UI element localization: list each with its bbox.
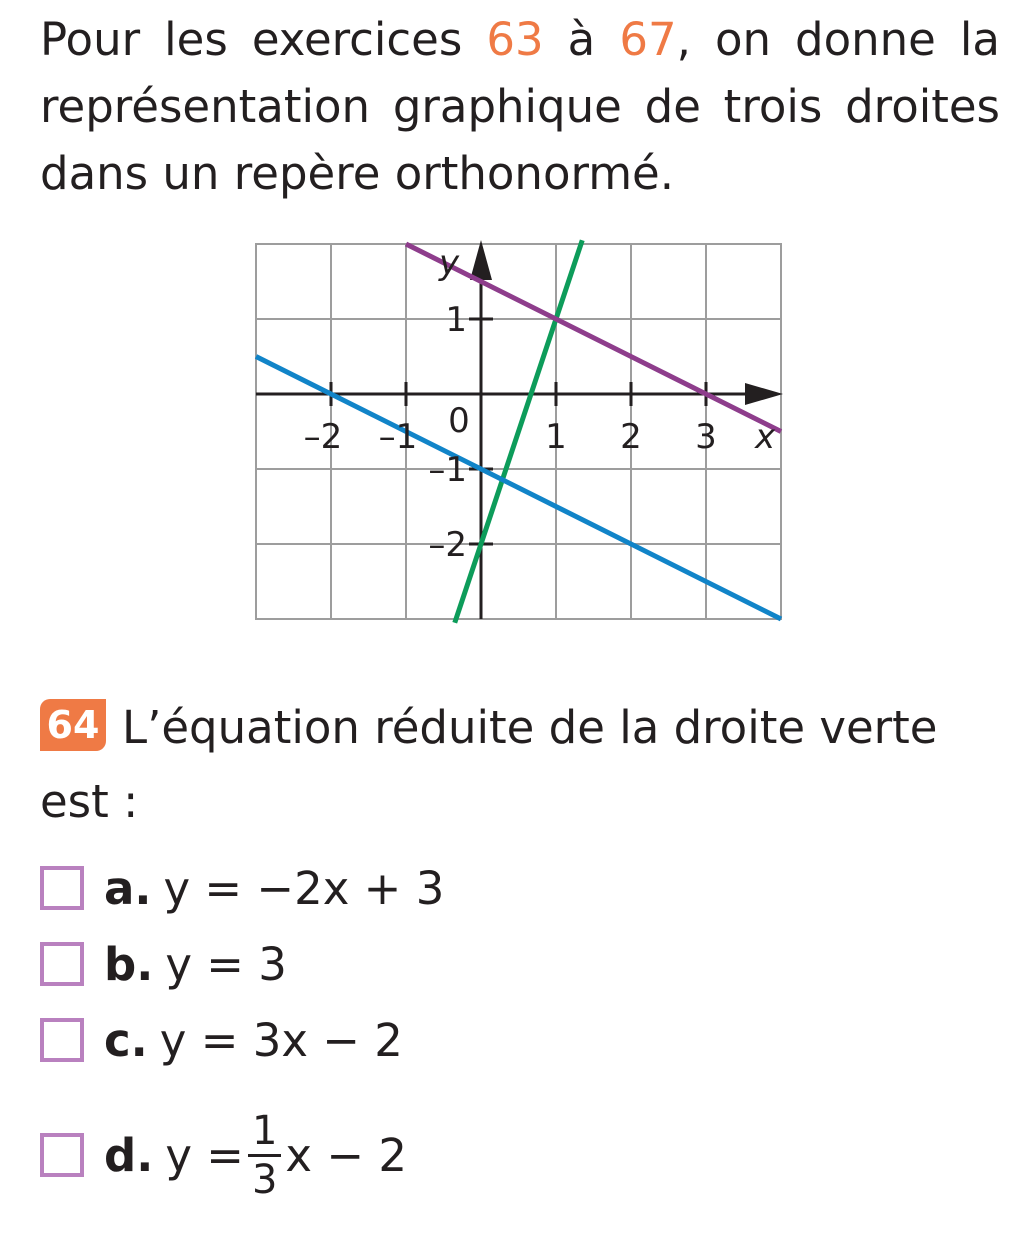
question-line-2: est : — [40, 775, 139, 828]
x-tick-label: –1 — [378, 417, 418, 457]
origin-label: 0 — [448, 401, 470, 441]
question-line-1: L’équation réduite de la droite verte — [122, 701, 938, 754]
option-c-checkbox[interactable] — [40, 1018, 84, 1062]
x-tick-label: 1 — [545, 417, 567, 457]
option-d-checkbox[interactable] — [40, 1133, 84, 1177]
option-d[interactable] — [40, 1100, 407, 1210]
x-axis-arrow — [745, 383, 783, 405]
exercise-ref-start: 63 — [486, 13, 544, 66]
option-a-letter: a. — [104, 861, 152, 915]
exercise-number-badge: 64 — [40, 699, 106, 751]
x-axis-label: x — [754, 417, 776, 457]
option-d-letter: d. — [104, 1128, 154, 1182]
option-b-checkbox[interactable] — [40, 942, 84, 986]
option-b-letter: b. — [104, 937, 154, 991]
option-a-equation: y = −2x + 3 — [163, 861, 445, 915]
y-tick-label: –1 — [428, 450, 467, 490]
option-c-equation: y = 3x − 2 — [159, 1013, 403, 1067]
option-c-letter: c. — [104, 1013, 148, 1067]
fraction-numerator: 1 — [248, 1108, 281, 1157]
option-a-checkbox[interactable] — [40, 866, 84, 910]
option-b[interactable] — [40, 934, 287, 994]
y-axis-arrow — [470, 240, 492, 280]
intro-after: , on donne la représentation graphique de trois droites dans un repère orthonormé. — [40, 13, 1001, 200]
x-tick-label: 2 — [620, 417, 642, 457]
y-tick-label: –2 — [428, 525, 467, 565]
series-line-2 — [256, 357, 781, 620]
option-c[interactable] — [40, 1010, 403, 1070]
option-d-fraction — [248, 1108, 281, 1203]
x-tick-label: 3 — [695, 417, 717, 457]
coordinate-graph — [250, 238, 786, 624]
option-b-equation: y = 3 — [165, 937, 287, 991]
exercise-ref-end: 67 — [619, 13, 677, 66]
intro-before: Pour les exercices — [40, 13, 487, 66]
option-d-suffix: x − 2 — [285, 1128, 407, 1182]
exercise-question — [40, 698, 937, 758]
option-d-prefix: y = — [165, 1128, 244, 1182]
x-tick-label: –2 — [303, 417, 343, 457]
y-axis-label: y — [438, 243, 460, 283]
intro-middle: à — [543, 13, 620, 66]
fraction-denominator: 3 — [251, 1156, 278, 1203]
y-tick-label: 1 — [445, 300, 467, 340]
intro-text — [40, 6, 1000, 207]
option-a[interactable] — [40, 858, 444, 918]
